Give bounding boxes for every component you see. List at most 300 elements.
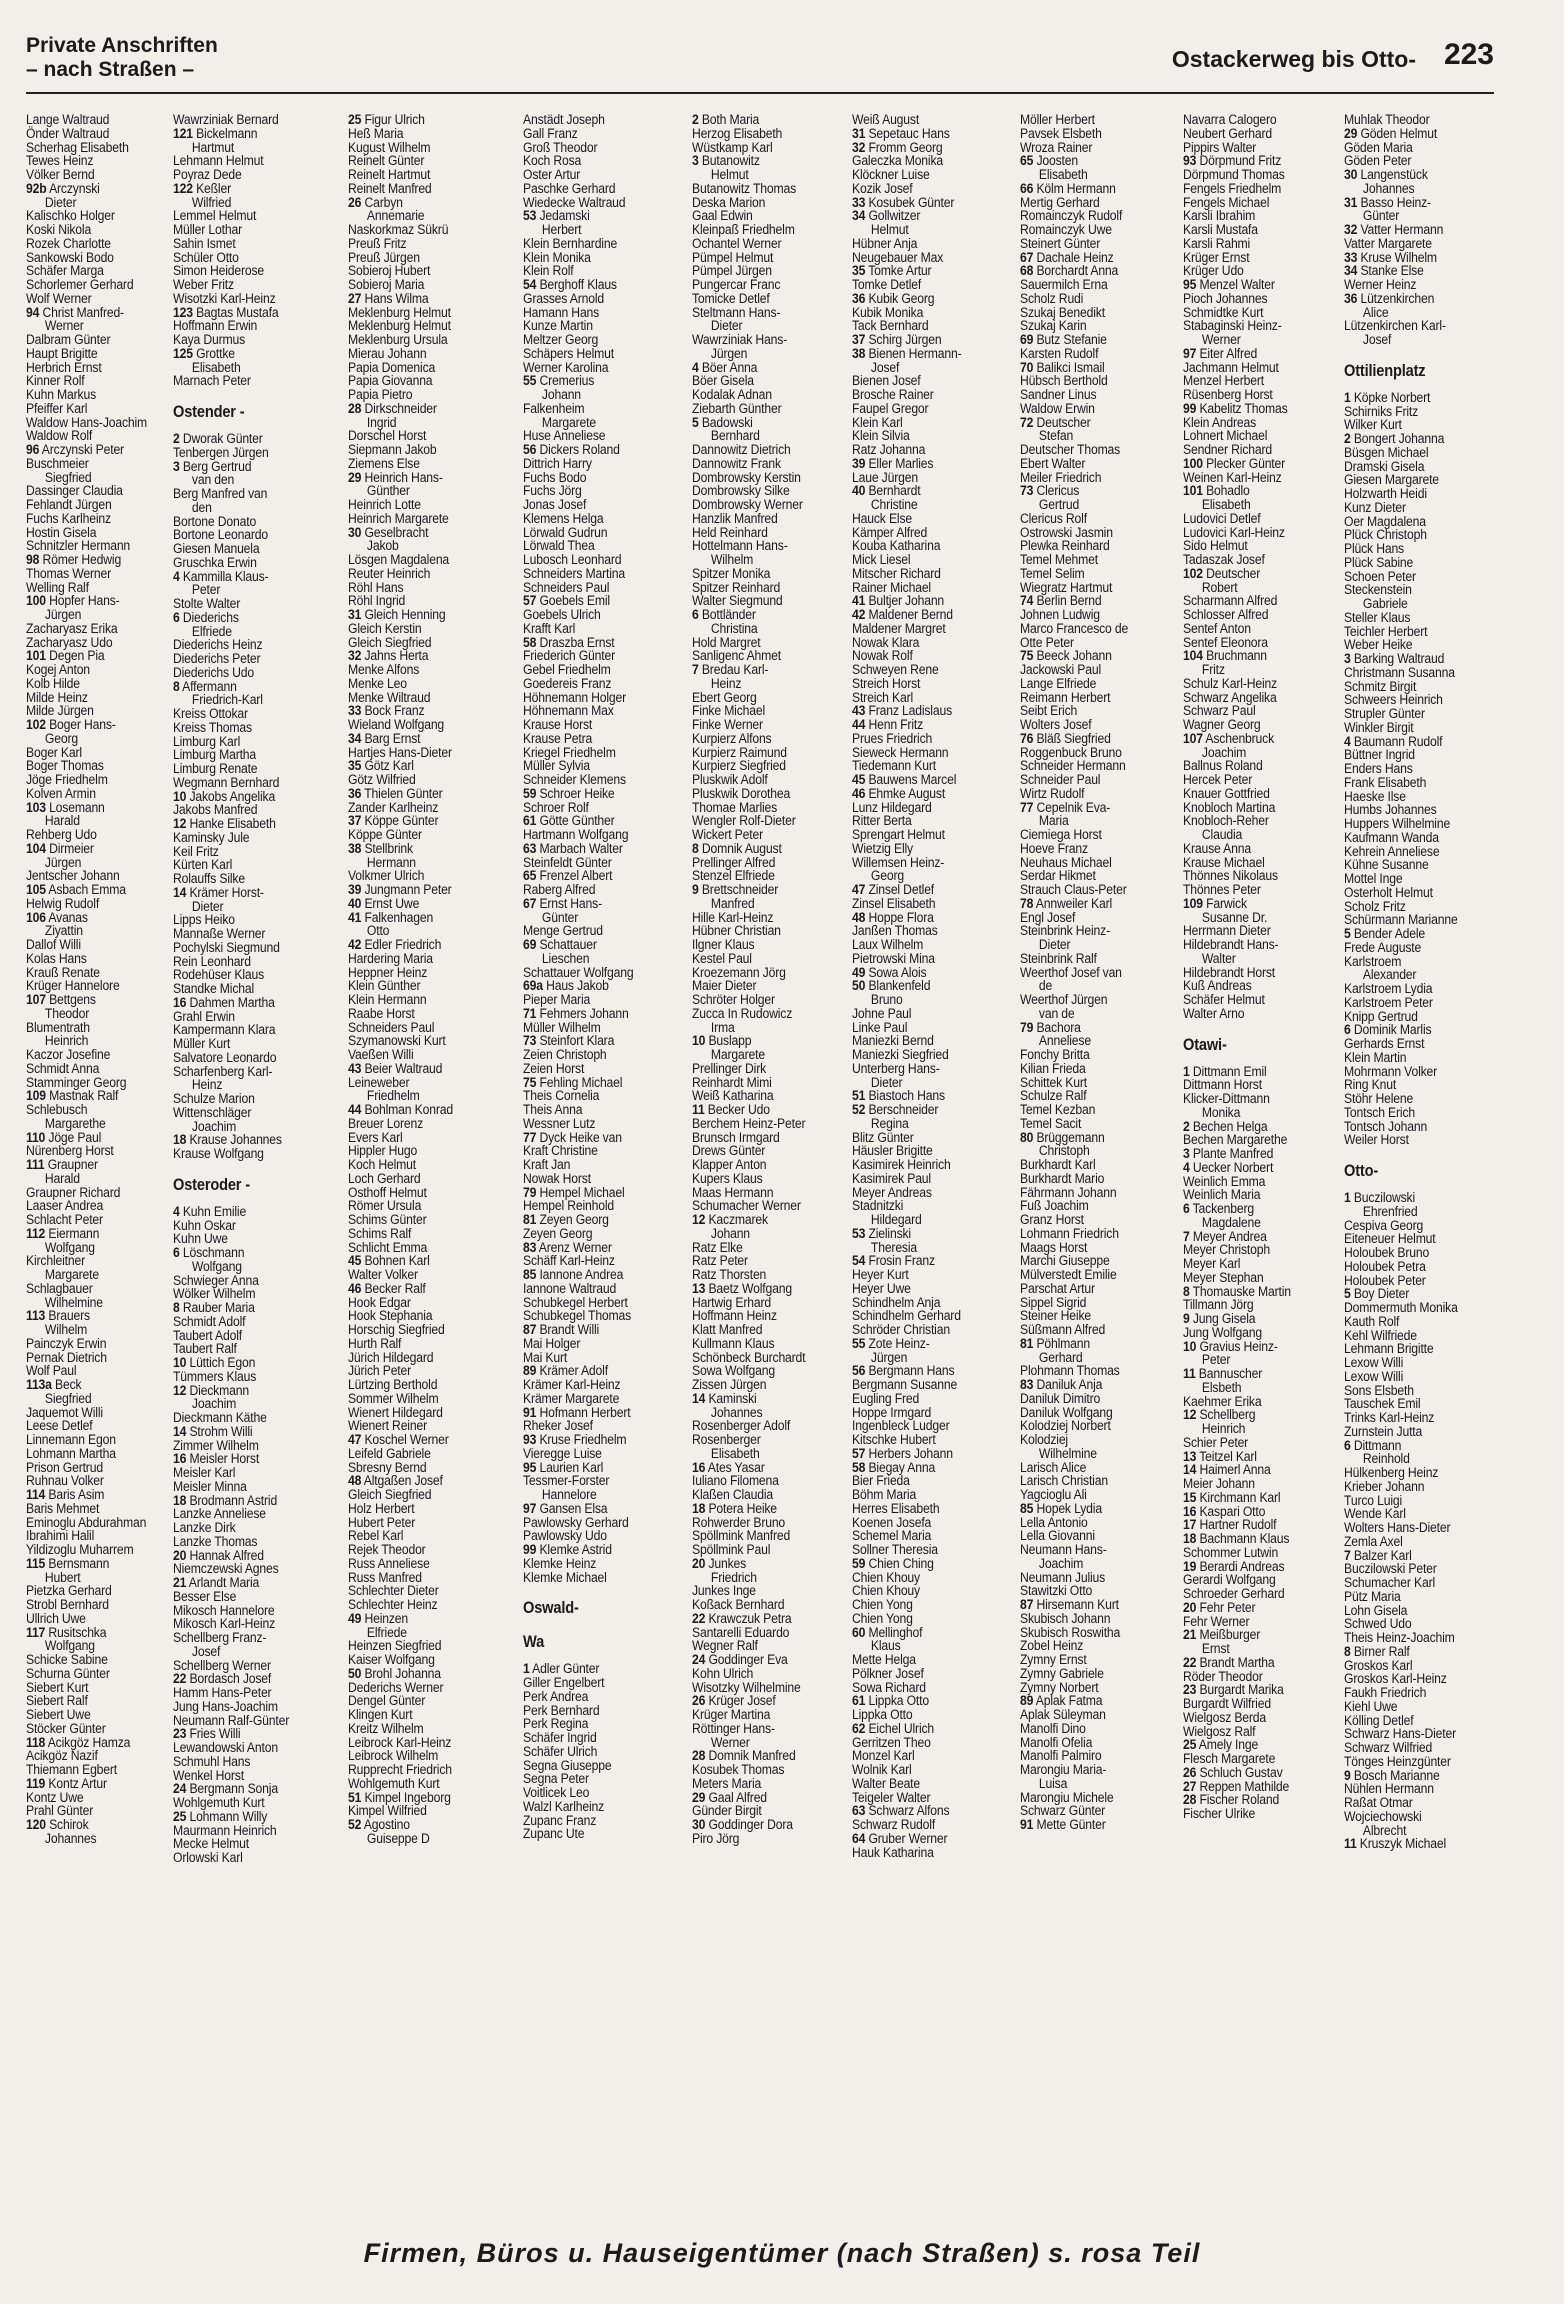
directory-entry: Schäfer Ulrich [523, 1743, 598, 1760]
directory-entry: Bier Frieda [852, 1473, 910, 1490]
directory-entry: 35 Tomke Artur [852, 263, 932, 280]
house-number: 1 [1183, 1063, 1190, 1080]
directory-entry: Schmidtke Kurt [1183, 304, 1264, 321]
directory-entry: Cespiva Georg [1344, 1217, 1424, 1234]
house-number: 45 [852, 772, 866, 788]
directory-entry: Schwarz Wilfried [1344, 1740, 1433, 1756]
entry-continuation: Heinz [710, 675, 742, 692]
directory-column-3 [348, 114, 484, 2206]
directory-entry: 4 Kuhn Emilie [173, 1203, 247, 1220]
directory-entry: Tenbergen Jürgen [173, 444, 269, 461]
directory-entry: 83 Arenz Werner [523, 1239, 612, 1256]
directory-entry: 40 Ernst Uwe [348, 895, 420, 912]
directory-entry: Lange Waltraud [26, 114, 110, 128]
directory-entry: 92b Arczynski [26, 180, 100, 197]
directory-entry: Perk Bernhard [523, 1702, 600, 1719]
directory-entry: Kodalak Adnan [692, 387, 772, 403]
house-number: 43 [348, 1060, 362, 1077]
directory-entry: Klein Silvia [852, 428, 910, 445]
directory-entry: Temel Sacit [1020, 1115, 1082, 1132]
directory-entry: Krause Horst [523, 717, 593, 733]
entry-continuation: Magdalene [1201, 1214, 1261, 1231]
directory-entry: Thönnes Peter [1183, 882, 1261, 898]
directory-entry: Heinzen Siegfried [348, 1638, 442, 1655]
directory-entry: 120 Schirok [26, 1817, 89, 1833]
directory-entry: Meier Johann [1183, 1476, 1255, 1492]
entry-continuation: Theodor [44, 1005, 90, 1022]
directory-entry: Klein Hermann [348, 992, 427, 1008]
directory-entry: Kullmann Klaus [692, 1335, 775, 1352]
directory-entry: 30 Goddinger Dora [692, 1817, 793, 1833]
directory-entry: 32 Fromm Georg [852, 139, 943, 156]
directory-entry: Streich Karl [852, 689, 914, 706]
directory-entry: Schlosser Alfred [1183, 607, 1269, 623]
house-number: 9 [1344, 1767, 1351, 1784]
house-number: 89 [1020, 1693, 1034, 1710]
entry-continuation: Johannes [710, 1404, 763, 1421]
directory-entry: Schlicht Emma [348, 1239, 428, 1256]
house-number: 36 [348, 785, 362, 802]
directory-entry: 105 Asbach Emma [26, 882, 126, 898]
directory-entry: Helwig Rudolf [26, 895, 100, 912]
directory-entry: Meyer Andreas [852, 1184, 932, 1201]
entry-continuation: Siegfried [44, 1390, 92, 1407]
directory-entry: Schemel Maria [852, 1528, 932, 1545]
house-number: 8 [173, 1300, 180, 1316]
directory-entry: Kozik Josef [852, 180, 913, 197]
house-number: 6 [692, 607, 699, 623]
entry-continuation: Hannelore [541, 1487, 597, 1503]
directory-entry: 31 Sepetauc Hans [852, 125, 950, 142]
directory-entry: 16 Dahmen Martha [173, 994, 275, 1011]
directory-entry: 4 Baumann Rudolf [1344, 733, 1443, 750]
entry-continuation: Johannes [1362, 180, 1415, 197]
house-number: 8 [692, 840, 699, 857]
directory-entry: Marchi Giuseppe [1020, 1253, 1110, 1270]
directory-entry: Zissen Jürgen [692, 1377, 767, 1393]
house-number: 8 [173, 678, 180, 695]
directory-entry: 94 Christ Manfred- [26, 304, 124, 321]
directory-entry: Oster Artur [523, 167, 581, 183]
directory-entry: 29 Gaal Alfred [692, 1789, 767, 1806]
directory-entry: 24 Goddinger Eva [692, 1652, 788, 1668]
directory-entry: Spitzer Monika [692, 565, 771, 582]
house-number: 102 [26, 717, 46, 733]
directory-entry: Finke Michael [692, 703, 766, 720]
directory-entry: Linke Paul [852, 1019, 908, 1036]
directory-entry: Hübner Christian [692, 923, 781, 940]
house-number: 97 [1183, 345, 1197, 362]
entry-continuation: Bernhard [710, 428, 760, 445]
directory-entry: 44 Bohlman Konrad [348, 1102, 453, 1118]
directory-entry: Hildebrandt Horst [1183, 964, 1276, 981]
entry-continuation: Maria [1038, 813, 1069, 830]
entry-continuation: Jürgen [870, 1349, 908, 1366]
directory-entry: Röhl Ingrid [348, 593, 406, 610]
directory-entry: Kehrein Anneliese [1344, 843, 1440, 860]
directory-entry: Sanligenc Ahmet [692, 648, 781, 665]
directory-entry: Kroezemann Jörg [692, 964, 786, 981]
directory-entry: 33 Kosubek Günter [852, 194, 955, 211]
section-title-line1: Private Anschriften [26, 34, 218, 57]
directory-entry: Orlowski Karl [173, 1850, 243, 1866]
directory-entry: Meiler Friedrich [1020, 469, 1102, 486]
directory-entry: 12 Dieckmann [173, 1382, 249, 1399]
directory-entry: Trinks Karl-Heinz [1344, 1410, 1435, 1426]
house-number: 28 [1183, 1792, 1197, 1809]
directory-column-8 [1183, 114, 1319, 2206]
directory-entry: Knobloch-Reher [1183, 813, 1269, 830]
directory-entry: Schüler Otto [173, 249, 239, 266]
house-number: 13 [692, 1280, 706, 1297]
directory-entry: Schattauer Wolfgang [523, 964, 634, 981]
directory-entry: Pümpel Jürgen [692, 263, 772, 280]
directory-entry: Kiehl Uwe [1344, 1698, 1398, 1715]
directory-entry: Szukaj Karin [1020, 318, 1087, 335]
directory-entry: 85 Iannone Andrea [523, 1267, 624, 1283]
directory-entry: Serdar Hikmet [1020, 868, 1096, 885]
directory-entry: Kuhn Uwe [173, 1231, 228, 1248]
directory-entry: Lubosch Leonhard [523, 552, 622, 568]
directory-entry: 47 Zinsel Detlef [852, 882, 935, 898]
house-number: 18 [173, 1132, 187, 1149]
directory-entry: Schlebusch [26, 1102, 88, 1118]
directory-entry: Lehmann Brigitte [1344, 1341, 1434, 1358]
directory-entry: 49 Sowa Alois [852, 964, 927, 981]
directory-entry: 11 Bannuscher [1183, 1366, 1263, 1382]
house-number: 24 [173, 1781, 187, 1798]
directory-entry: Rüsenberg Horst [1183, 387, 1273, 403]
directory-entry: 45 Bauwens Marcel [852, 772, 957, 788]
entry-continuation: Regina [870, 1115, 909, 1132]
directory-entry: Wiegratz Hartmut [1020, 579, 1113, 596]
house-number: 104 [1183, 648, 1203, 665]
directory-entry: Anstädt Joseph [523, 114, 605, 128]
directory-column-2 [173, 114, 309, 2206]
house-number: 10 [173, 788, 187, 805]
directory-entry: Fuchs Karlheinz [26, 510, 111, 527]
directory-entry: 111 Graupner [26, 1157, 98, 1173]
directory-entry: Evers Karl [348, 1129, 403, 1146]
directory-entry: 3 Plante Manfred [1183, 1146, 1274, 1162]
directory-entry: Scholz Rudi [1020, 290, 1084, 307]
house-number: 54 [852, 1253, 866, 1270]
directory-entry: Ibrahimi Halil [26, 1528, 95, 1545]
directory-entry: Stöhr Helene [1344, 1091, 1414, 1107]
directory-entry: Navarra Calogero [1183, 114, 1277, 128]
directory-entry: Naskorkmaz Sükrü [348, 222, 449, 238]
directory-entry: 49 Heinzen [348, 1610, 409, 1627]
house-number: 9 [1183, 1311, 1190, 1327]
house-number: 100 [26, 593, 46, 610]
directory-entry: Schneiders Paul [348, 1019, 435, 1036]
directory-entry: 54 Frosin Franz [852, 1253, 935, 1270]
house-number: 100 [1183, 455, 1203, 472]
directory-entry: Schwarz Hans-Dieter [1344, 1726, 1457, 1743]
house-number: 81 [1020, 1335, 1034, 1352]
directory-entry: 59 Schroer Heike [523, 785, 615, 802]
directory-entry: 52 Agostino [348, 1817, 410, 1833]
house-number: 63 [852, 1803, 866, 1820]
directory-entry: Kunz Dieter [1344, 499, 1406, 516]
directory-entry: Schindhelm Gerhard [852, 1308, 961, 1325]
directory-entry: Steiner Heike [1020, 1308, 1092, 1325]
directory-entry: Groskos Karl-Heinz [1344, 1671, 1447, 1688]
directory-entry: Jung Hans-Joachim [173, 1698, 278, 1715]
directory-entry: Ilgner Klaus [692, 937, 755, 953]
page-number: 223 [1443, 38, 1494, 71]
directory-entry: 62 Eichel Ulrich [852, 1720, 935, 1737]
directory-entry: Heyer Uwe [852, 1280, 911, 1297]
directory-entry: Dederichs Werner [348, 1679, 444, 1696]
entry-continuation: Heinrich [44, 1033, 89, 1050]
directory-entry: Unterberg Hans- [852, 1060, 940, 1077]
entry-continuation: Christina [710, 620, 758, 637]
house-number: 87 [523, 1322, 537, 1338]
directory-entry: Berchem Heinz-Peter [692, 1115, 806, 1132]
house-number: 22 [692, 1610, 706, 1627]
directory-entry: 73 Clericus [1020, 483, 1080, 500]
directory-entry: Waldow Hans-Joachim [26, 414, 148, 431]
directory-entry: Krause Petra [523, 730, 593, 747]
directory-entry: Haeske Ilse [1344, 788, 1406, 805]
directory-entry: Böhm Maria [852, 1487, 917, 1503]
directory-entry: Kaehmer Erika [1183, 1393, 1262, 1410]
directory-entry: Nühlen Hermann [1344, 1781, 1434, 1798]
directory-entry: Vaeßen Willi [348, 1047, 414, 1063]
entry-continuation: Wolfgang [191, 1258, 242, 1275]
directory-entry: Segna Peter [523, 1771, 589, 1788]
house-number: 53 [852, 1225, 866, 1242]
directory-entry: Rolauffs Silke [173, 871, 245, 887]
directory-entry: Loch Gerhard [348, 1170, 421, 1187]
entry-continuation: Wilhelmine [1038, 1445, 1097, 1462]
house-number: 40 [348, 895, 362, 912]
house-number: 8 [1344, 1643, 1351, 1660]
directory-entry: Lella Giovanni [1020, 1528, 1095, 1545]
directory-entry: Boger Karl [26, 744, 82, 761]
house-number: 99 [523, 1542, 537, 1558]
directory-entry: Schönbeck Burchardt [692, 1349, 806, 1366]
directory-entry: Limburg Martha [173, 747, 257, 764]
directory-entry: 113 Brauers [26, 1308, 90, 1325]
entry-continuation: Heinz [191, 1077, 223, 1094]
directory-entry: Wegner Ralf [692, 1638, 758, 1655]
directory-entry: 113a Beck [26, 1377, 82, 1393]
directory-entry: Stamminger Georg [26, 1074, 127, 1091]
entry-continuation: Klaus [870, 1638, 901, 1655]
directory-entry: Stadnitzki [852, 1198, 904, 1215]
directory-entry: Gaal Edwin [692, 208, 753, 225]
directory-entry: Pütz Maria [1344, 1588, 1401, 1605]
directory-entry: Grasses Arnold [523, 290, 605, 307]
directory-entry: Holoubek Peter [1344, 1272, 1426, 1289]
directory-entry: Koenen Josefa [852, 1514, 932, 1531]
directory-entry: 121 Bickelmann [173, 125, 258, 142]
directory-entry: 6 Dominik Marlis [1344, 1022, 1432, 1039]
entry-continuation: Fritz [1201, 662, 1225, 678]
house-number: 52 [852, 1102, 866, 1118]
directory-entry: 42 Maldener Bernd [852, 607, 953, 623]
entry-continuation: Friedrich-Karl [191, 692, 263, 709]
house-number: 50 [348, 1665, 362, 1682]
directory-entry: 123 Bagtas Mustafa [173, 304, 279, 321]
directory-entry: Kurpierz Siegfried [692, 758, 786, 775]
directory-entry: Theis Heinz-Joachim [1344, 1630, 1455, 1646]
directory-entry: 21 Arlandt Maria [173, 1575, 260, 1591]
house-number: 115 [26, 1555, 46, 1572]
house-number: 20 [692, 1555, 706, 1572]
directory-entry: 27 Reppen Mathilde [1183, 1778, 1290, 1795]
directory-entry: 7 Balzer Karl [1344, 1547, 1412, 1564]
directory-entry: Wiedecke Waltraud [523, 194, 626, 211]
directory-entry: 38 Bienen Hermann- [852, 345, 962, 362]
house-number: 31 [852, 125, 866, 142]
directory-entry: Horschig Siegfried [348, 1322, 445, 1338]
directory-entry: Daniluk Dimitro [1020, 1390, 1101, 1407]
directory-entry: 95 Laurien Karl [523, 1459, 604, 1476]
directory-entry: Mai Kurt [523, 1349, 568, 1366]
house-number: 109 [26, 1088, 46, 1105]
directory-entry: Hottelmann Hans- [692, 538, 788, 555]
street-heading: Wa [523, 1632, 545, 1652]
directory-entry: Reinelt Manfred [348, 180, 432, 197]
directory-entry: Steinbrink Heinz- [1020, 923, 1110, 940]
directory-entry: Hübsch Berthold [1020, 373, 1108, 390]
entry-continuation: Peter [191, 582, 221, 599]
directory-entry: 104 Bruchmann [1183, 648, 1267, 665]
directory-entry: Weerthof Jürgen [1020, 992, 1108, 1008]
directory-entry: 20 Junkes [692, 1555, 747, 1572]
directory-entry: Pümpel Helmut [692, 249, 774, 266]
directory-entry: 33 Kruse Wilhelm [1344, 249, 1437, 266]
directory-entry: 36 Thielen Günter [348, 785, 443, 802]
directory-entry: Plück Sabine [1344, 554, 1414, 571]
directory-entry: 103 Losemann [26, 799, 105, 816]
directory-entry: Rein Leonhard [173, 953, 251, 970]
directory-entry: Herres Elisabeth [852, 1500, 940, 1517]
directory-entry: 2 Dworak Günter [173, 431, 263, 447]
directory-entry: Sobieroj Hubert [348, 263, 431, 280]
entry-continuation: Margarete [44, 1267, 99, 1283]
entry-continuation: Albrecht [1362, 1822, 1407, 1839]
house-number: 27 [348, 290, 362, 307]
directory-entry: 85 Hopek Lydia [1020, 1500, 1102, 1517]
directory-entry: Papia Domenica [348, 359, 436, 376]
directory-entry: 73 Steinfort Klara [523, 1033, 615, 1050]
directory-entry: Wolters Josef [1020, 717, 1092, 733]
house-number: 3 [173, 458, 180, 475]
house-number: 57 [523, 593, 537, 610]
directory-entry: Niemczewski Agnes [173, 1561, 279, 1578]
directory-entry: Wolters Hans-Dieter [1344, 1520, 1451, 1536]
directory-entry: Siepmann Jakob [348, 442, 437, 458]
directory-entry: Höhnemann Max [523, 703, 614, 720]
house-number: 101 [26, 648, 46, 665]
directory-entry: Zymny Norbert [1020, 1679, 1099, 1696]
house-number: 41 [852, 593, 866, 610]
directory-entry: Tontsch Erich [1344, 1104, 1416, 1121]
house-number: 101 [1183, 483, 1203, 500]
house-number: 97 [523, 1500, 537, 1517]
directory-entry: 102 Boger Hans- [26, 717, 116, 733]
house-number: 89 [523, 1363, 537, 1380]
directory-entry: 93 Kruse Friedhelm [523, 1432, 627, 1448]
directory-entry: Milde Jürgen [26, 703, 94, 720]
directory-entry: Pernak Dietrich [26, 1349, 107, 1366]
directory-entry: Sowa Richard [852, 1679, 926, 1696]
house-number: 47 [348, 1432, 362, 1448]
directory-entry: Finke Werner [692, 717, 763, 733]
directory-entry: Scholz Fritz [1344, 898, 1406, 915]
directory-entry: Maier Dieter [692, 978, 757, 995]
directory-entry: 106 Avanas [26, 909, 88, 926]
directory-entry: Stöcker Günter [26, 1720, 106, 1737]
directory-entry: Walter Siegmund [692, 593, 783, 610]
directory-entry: 14 Krämer Horst- [173, 884, 264, 901]
directory-entry: Daniluk Wolfgang [1020, 1404, 1113, 1421]
directory-entry: Leibrock Karl-Heinz [348, 1734, 452, 1751]
directory-entry: 99 Kabelitz Thomas [1183, 400, 1288, 417]
directory-entry: Ludovici Karl-Heinz [1183, 524, 1285, 541]
directory-entry: Gerhards Ernst [1344, 1036, 1425, 1052]
house-number: 12 [173, 1382, 187, 1399]
directory-entry: 96 Arczynski Peter [26, 442, 124, 458]
directory-entry: 112 Eiermann [26, 1225, 100, 1242]
directory-entry: Muhlak Theodor [1344, 114, 1430, 128]
directory-entry: Janßen Thomas [852, 923, 938, 940]
directory-entry: Klemke Heinz [523, 1555, 597, 1572]
directory-entry: Skubisch Johann [1020, 1610, 1111, 1627]
directory-entry: Tönges Heinzgünter [1344, 1753, 1451, 1770]
house-number: 5 [1344, 1286, 1351, 1303]
directory-entry: Heppner Heinz [348, 964, 428, 981]
entry-continuation: Dieter [710, 318, 743, 335]
entry-continuation: Hubert [44, 1569, 81, 1586]
directory-entry: 53 Jedamski [523, 208, 590, 225]
house-number: 111 [26, 1157, 45, 1173]
directory-entry: Humbs Johannes [1344, 802, 1437, 819]
entry-continuation: Susanne Dr. [1201, 909, 1268, 926]
directory-entry: Schröter Holger [692, 992, 775, 1008]
directory-entry: Höhnemann Holger [523, 689, 627, 706]
house-number: 23 [1183, 1682, 1197, 1699]
directory-entry: Prues Friedrich [852, 730, 933, 747]
directory-entry: Kirchleitner [26, 1253, 85, 1270]
house-number: 2 [173, 431, 180, 447]
house-number: 91 [523, 1404, 537, 1421]
directory-entry: 110 Jöge Paul [26, 1129, 102, 1146]
directory-entry: Dannowitz Frank [692, 455, 781, 472]
directory-entry: 30 Langenstück [1344, 167, 1428, 183]
directory-entry: Kreiss Thomas [173, 719, 252, 736]
directory-entry: Lippka Otto [852, 1707, 913, 1723]
directory-entry: Brosche Rainer [852, 387, 934, 403]
directory-entry: 69 Schattauer [523, 937, 597, 953]
directory-entry: Schims Ralf [348, 1225, 412, 1242]
house-number: 64 [852, 1830, 866, 1847]
directory-entry: Wittenschläger [173, 1104, 252, 1121]
directory-entry: Schier Peter [1183, 1434, 1249, 1451]
directory-entry: Krüger Martina [692, 1707, 771, 1723]
directory-entry: Yildizoglu Muharrem [26, 1542, 134, 1558]
directory-entry: Knipp Gertrud [1344, 1008, 1418, 1025]
directory-entry: Fengels Friedhelm [1183, 180, 1282, 197]
directory-entry: Steckenstein [1344, 582, 1412, 599]
house-number: 1 [1344, 1190, 1351, 1206]
directory-entry: Lipps Heiko [173, 912, 235, 929]
directory-entry: Turco Luigi [1344, 1492, 1403, 1509]
